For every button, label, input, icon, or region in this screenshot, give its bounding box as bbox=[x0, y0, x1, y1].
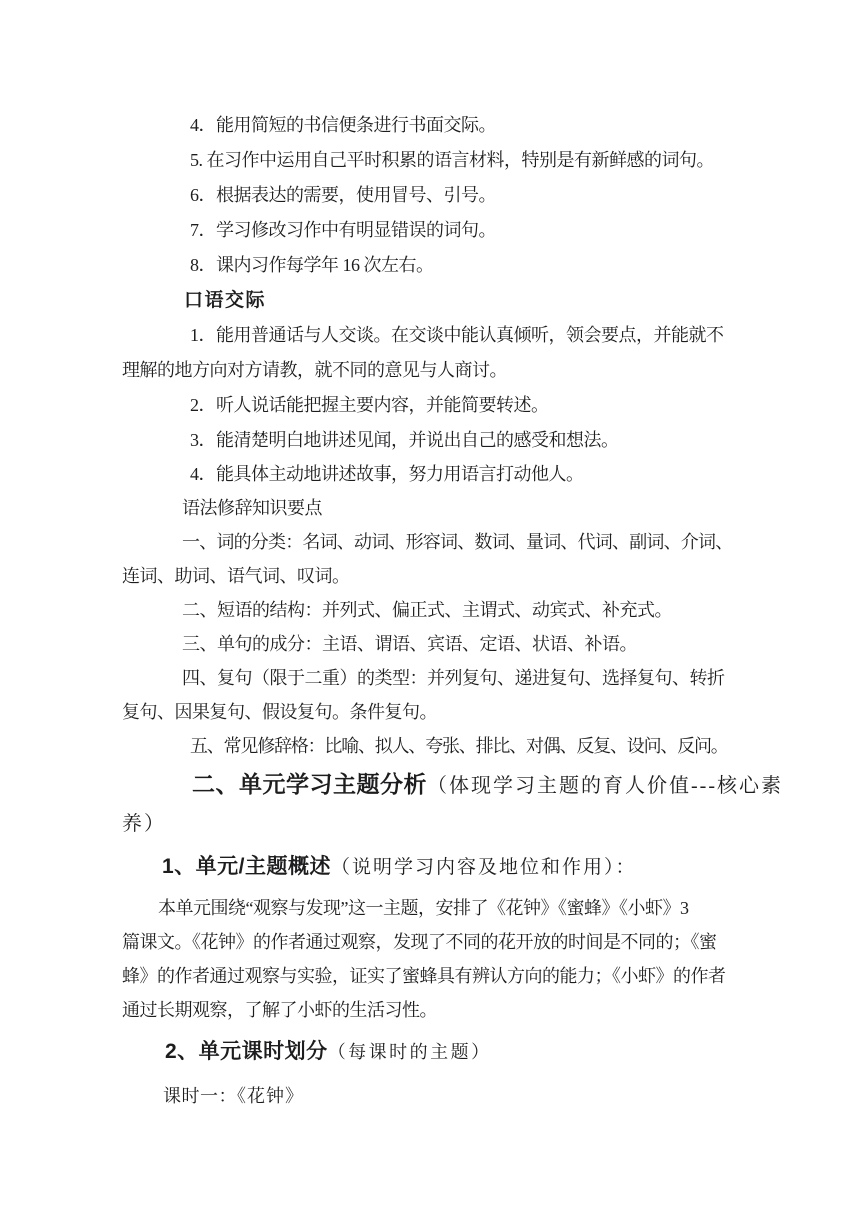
oral-item-1-line-1: 1．能用普通话与人交谈。在交谈中能认真倾听，领会要点，并能就不 bbox=[190, 325, 724, 345]
unit-overview-line-2: 篇课文。《花钟》的作者通过观察，发现了不同的花开放的时间是不同的；《蜜 bbox=[122, 932, 717, 952]
oral-item-4: 4．能具体主动地讲述故事，努力用语言打动他人。 bbox=[190, 464, 584, 484]
unit-overview-line-3: 蜂》的作者通过观察与实验，证实了蜜蜂具有辨认方向的能力；《小虾》的作者 bbox=[122, 966, 726, 986]
lesson-1-title: 《花钟》 bbox=[237, 1086, 304, 1106]
subsection-1-heading-title: 1、单元/主题概述 bbox=[162, 855, 332, 878]
grammar-heading: 语法修辞知识要点 bbox=[182, 498, 322, 518]
grammar-point-1-line-2: 连词、助词、语气词、叹词。 bbox=[122, 566, 350, 586]
writing-item-4: 4．能用简短的书信便条进行书面交际。 bbox=[190, 115, 496, 135]
grammar-point-2: 二、短语的结构：并列式、偏正式、主谓式、动宾式、补充式。 bbox=[182, 600, 672, 620]
grammar-point-5: 五、常见修辞格：比喻、拟人、夸张、排比、对偶、反复、设问、反问。 bbox=[190, 736, 728, 756]
section-2-heading-title: 二、单元学习主题分析 bbox=[192, 771, 427, 797]
grammar-point-1-line-1: 一、词的分类：名词、动词、形容词、数词、量词、代词、副词、介词、 bbox=[182, 532, 733, 552]
section-2-heading-subtitle: （体现学习主题的育人价值---核心素 bbox=[427, 775, 783, 797]
section-2-heading bbox=[122, 763, 783, 805]
writing-item-8: 8．课内习作每学年 16 次左右。 bbox=[190, 255, 434, 275]
subsection-1-heading bbox=[122, 843, 744, 891]
grammar-point-4-line-1: 四、复句（限于二重）的类型：并列复句、递进复句、选择复句、转折 bbox=[182, 668, 725, 688]
lesson-1-row bbox=[122, 1077, 744, 1115]
oral-item-2: 2．听人说话能把握主要内容，并能简要转述。 bbox=[190, 395, 549, 415]
subsection-1-heading-subtitle: （说明学习内容及地位和作用）： bbox=[331, 857, 637, 878]
unit-overview-line-4: 通过长期观察，了解了小虾的生活习性。 bbox=[122, 1000, 437, 1020]
grammar-point-3: 三、单句的成分：主语、谓语、宾语、定语、状语、补语。 bbox=[182, 634, 637, 654]
subsection-2-heading-subtitle: （每课时的主题） bbox=[327, 1042, 492, 1062]
subsection-2-heading-title: 2、单元课时划分 bbox=[165, 1040, 328, 1063]
oral-item-3: 3．能清楚明白地讲述见闻，并说出自己的感受和想法。 bbox=[190, 430, 619, 450]
writing-item-7: 7．学习修改习作中有明显错误的词句。 bbox=[190, 220, 496, 240]
writing-item-5: 5. 在习作中运用自己平时积累的语言材料，特别是有新鲜感的词句。 bbox=[190, 150, 714, 170]
unit-overview-line-1: 本单元围绕“观察与发现”这一主题，安排了《花钟》《蜜蜂》《小虾》3 bbox=[158, 898, 689, 918]
lesson-1-label: 课时一： bbox=[163, 1086, 237, 1106]
writing-item-6: 6．根据表达的需要，使用冒号、引号。 bbox=[190, 185, 496, 205]
oral-communication-heading: 口语交际 bbox=[184, 290, 267, 311]
grammar-point-4-line-2: 复句、因果复句、假设复句。条件复句。 bbox=[122, 702, 437, 722]
section-2-heading-continuation: 养） bbox=[122, 813, 166, 835]
oral-item-1-line-2: 理解的地方向对方请教，就不同的意见与人商讨。 bbox=[122, 360, 507, 380]
subsection-2-heading bbox=[122, 1027, 744, 1077]
